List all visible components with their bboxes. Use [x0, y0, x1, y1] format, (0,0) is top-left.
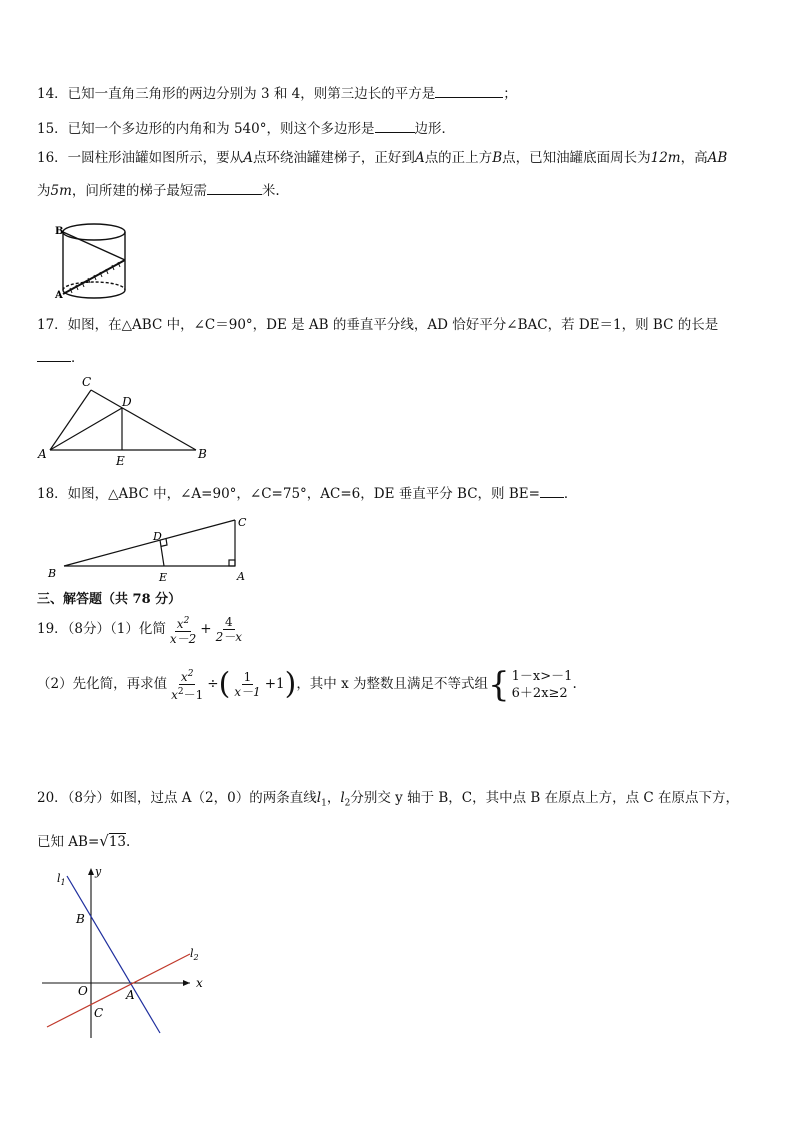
fig20-label-y: y: [95, 865, 102, 878]
cylinder-figure: [54, 220, 134, 302]
q20-text-a: 20．（8分）如图，过点 A（2，0）的两条直线: [37, 790, 317, 806]
segment-cb: [91, 390, 196, 450]
question-16-line1: [37, 149, 727, 167]
fraction-2: $\frac{4}{2-x}$: [215, 615, 242, 644]
q15-text: 15．已知一个多边形的内角和为 540°，则这个多边形是: [37, 121, 375, 137]
q16-point-b: B: [492, 150, 503, 166]
fig20-label-c: C: [94, 1006, 104, 1020]
line-l2: [47, 954, 190, 1027]
cylinder-bottom-front: [63, 290, 125, 298]
q19-p1-text: 19．（8分）（1）化简: [37, 621, 166, 637]
fraction-3: $\frac{x^2}{x^2-1}$: [171, 669, 204, 702]
fig17-label-c: C: [82, 375, 92, 389]
fig20-label-x: x: [196, 976, 203, 990]
q18-tail: ．: [563, 486, 578, 502]
q14-text: 14．已知一直角三角形的两边分别为 3 和 4，则第三边长的平方是: [37, 86, 436, 102]
segment-bc: [64, 520, 235, 566]
question-18: [37, 483, 577, 503]
triangle-figure-18: [42, 514, 254, 586]
ladder-top-segment: [63, 232, 125, 260]
triangle-figure-17: [36, 372, 216, 470]
fig20-label-o: O: [78, 984, 88, 998]
q14-tail: ；: [503, 86, 517, 102]
segment-ac: [50, 390, 91, 450]
q17-answer-blank[interactable]: [37, 347, 71, 362]
x-axis-arrow-icon: [183, 980, 190, 986]
q16-height: 5m: [50, 183, 72, 199]
q20-text-b: 分别交 y 轴于 B，C，其中点 B 在原点上方，点 C 在原点下方，: [350, 790, 740, 806]
fraction-1: $\frac{x^2}{x-2}$: [169, 615, 197, 646]
question-15: [37, 118, 455, 138]
q16-text-h: 米.: [261, 183, 280, 199]
q16-segment-ab: AB: [707, 150, 728, 166]
segment-de: [160, 540, 164, 566]
q16-circumference: 12m: [650, 150, 681, 166]
q17-text: 17．如图，在△ABC 中，∠C＝90°，DE 是 AB 的垂直平分线，AD 恰好平分∠BAC，若 DE＝1，则 BC 的长是: [37, 317, 719, 333]
q19-p2-mid: ，其中 x 为整数且满足不等式组: [296, 676, 489, 692]
question-14: [37, 83, 517, 103]
fig17-label-d: D: [122, 395, 132, 409]
fig20-label-l1: $l_1$: [57, 872, 66, 887]
fig17-label-e: E: [116, 454, 125, 468]
fig18-label-c: C: [238, 516, 247, 529]
question-17-line1: [37, 316, 718, 334]
q16-text-f: 为: [37, 183, 51, 199]
question-20-line1: 20．（8分）如图，过点 A（2，0）的两条直线$l_1$，$l_2$分别交 y 轴于 B，C，其中点 B 在原点上方，点 C 在原点下方，: [37, 790, 740, 809]
ladder-bottom-segment: [63, 260, 125, 294]
q16-text-e: ，高: [680, 150, 708, 166]
segment-ad: [50, 408, 122, 450]
fig20-label-a: A: [126, 988, 135, 1002]
right-angle-a: [229, 560, 235, 566]
q18-text: 18．如图，△ABC 中，∠A=90°，∠C=75°，AC=6，DE 垂直平分 BC，则 BE=: [37, 486, 540, 502]
fig17-label-a: A: [38, 447, 47, 461]
question-19-part2: （2）先化简，再求值 $\frac{x^2}{x^2-1}$ ÷( $\frac{1}{x-1}$ +1)，其中 x 为整数且满足不等式组 { 1－x>－1 6＋2x≥2 .: [37, 664, 577, 705]
question-20-line2: 已知 AB=√13.: [37, 832, 131, 850]
inequality-2: 6＋2x≥2: [511, 685, 568, 701]
q16-text-g: ，问所建的梯子最短需: [71, 183, 207, 199]
fig17-label-b: B: [198, 447, 207, 461]
q15-answer-blank[interactable]: [375, 118, 415, 133]
question-17-line2: [37, 347, 85, 367]
q16-text-c: 点的正上方: [424, 150, 493, 166]
coordinate-figure-20: [40, 860, 220, 1042]
q16-text-a: 16．一圆柱形油罐如图所示，要从: [37, 150, 244, 166]
fig16-label-b: B: [55, 226, 64, 237]
fig16-label-a: A: [55, 290, 63, 301]
q14-answer-blank[interactable]: [435, 83, 503, 98]
y-axis-arrow-icon: [88, 868, 94, 875]
inequality-system: { 1－x>－1 6＋2x≥2: [488, 664, 573, 705]
q16-text-b: 点环绕油罐建梯子，正好到: [252, 150, 415, 166]
fig18-label-a: A: [237, 570, 245, 583]
fig20-label-b: B: [76, 912, 85, 926]
fig18-label-d: D: [153, 530, 162, 543]
question-19-part1: 19．（8分）（1）化简 $\frac{x^2}{x-2}$ + $\frac{4}{2-x}$: [37, 615, 242, 646]
fraction-4: $\frac{1}{x-1}$: [234, 670, 261, 699]
q20-text-c: 已知 AB=: [37, 834, 100, 850]
cylinder-top-ellipse: [63, 224, 125, 240]
fig20-label-l2: $l_2$: [190, 947, 199, 962]
q17-tail: ．: [71, 350, 85, 366]
fig18-label-e: E: [159, 571, 168, 584]
q16-point-a-2: A: [414, 150, 425, 166]
q19-p2-text: （2）先化简，再求值: [37, 676, 168, 692]
q16-answer-blank[interactable]: [207, 180, 262, 195]
question-16-line2: [37, 180, 280, 200]
fig18-label-b: B: [48, 567, 57, 580]
q16-text-d: 点，已知油罐底面周长为: [502, 150, 651, 166]
sqrt-13: 13: [108, 834, 127, 850]
section-3-heading: 三、解答题（共 78 分）: [37, 592, 182, 607]
q16-point-a: A: [243, 150, 253, 166]
q18-answer-blank[interactable]: [540, 483, 564, 498]
q15-tail: 边形．: [414, 121, 455, 137]
inequality-1: 1－x>－1: [511, 668, 573, 684]
